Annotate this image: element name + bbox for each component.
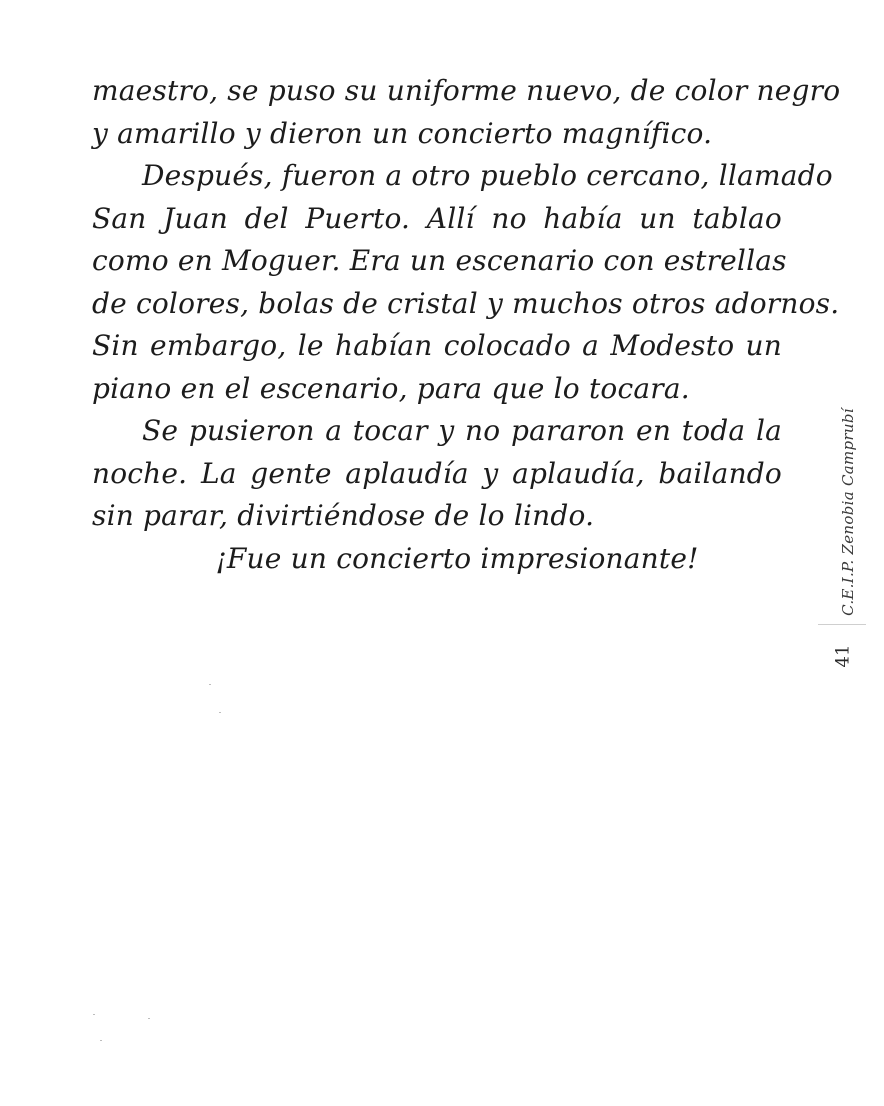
story-line: Sin embargo, le habían colocado a Modesto un xyxy=(92,329,782,362)
page-number: 41 xyxy=(832,644,854,668)
story-line: y amarillo y dieron un concierto magnífico. xyxy=(92,116,713,150)
scan-speck xyxy=(148,1018,150,1019)
story-line: de colores, bolas de cristal y muchos otros adornos. xyxy=(92,286,840,320)
story-line: piano en el escenario, para que lo tocara. xyxy=(92,371,690,405)
sidebar-divider xyxy=(818,624,866,625)
story-closing-line: ¡Fue un concierto impresionante! xyxy=(215,541,699,575)
scan-speck xyxy=(209,684,211,685)
story-line: maestro, se puso su uniforme nuevo, de color negro xyxy=(92,74,841,107)
story-text xyxy=(92,70,841,580)
story-line: Se pusieron a tocar y no pararon en toda la xyxy=(142,414,782,447)
story-line: San Juan del Puerto. Allí no había un tablao xyxy=(92,201,782,235)
story-line: Después, fueron a otro pueblo cercano, llamado xyxy=(142,159,833,192)
story-line: sin parar, divirtiéndose de lo lindo. xyxy=(92,499,595,532)
scan-speck xyxy=(100,1040,102,1041)
story-line: como en Moguer. Era un escenario con estrellas xyxy=(92,244,787,277)
school-name: C.E.I.P. Zenobia Camprubí xyxy=(839,408,857,616)
story-line: noche. La gente aplaudía y aplaudía, bailando xyxy=(92,456,782,490)
scan-speck xyxy=(93,1014,95,1015)
scan-speck xyxy=(219,712,221,713)
